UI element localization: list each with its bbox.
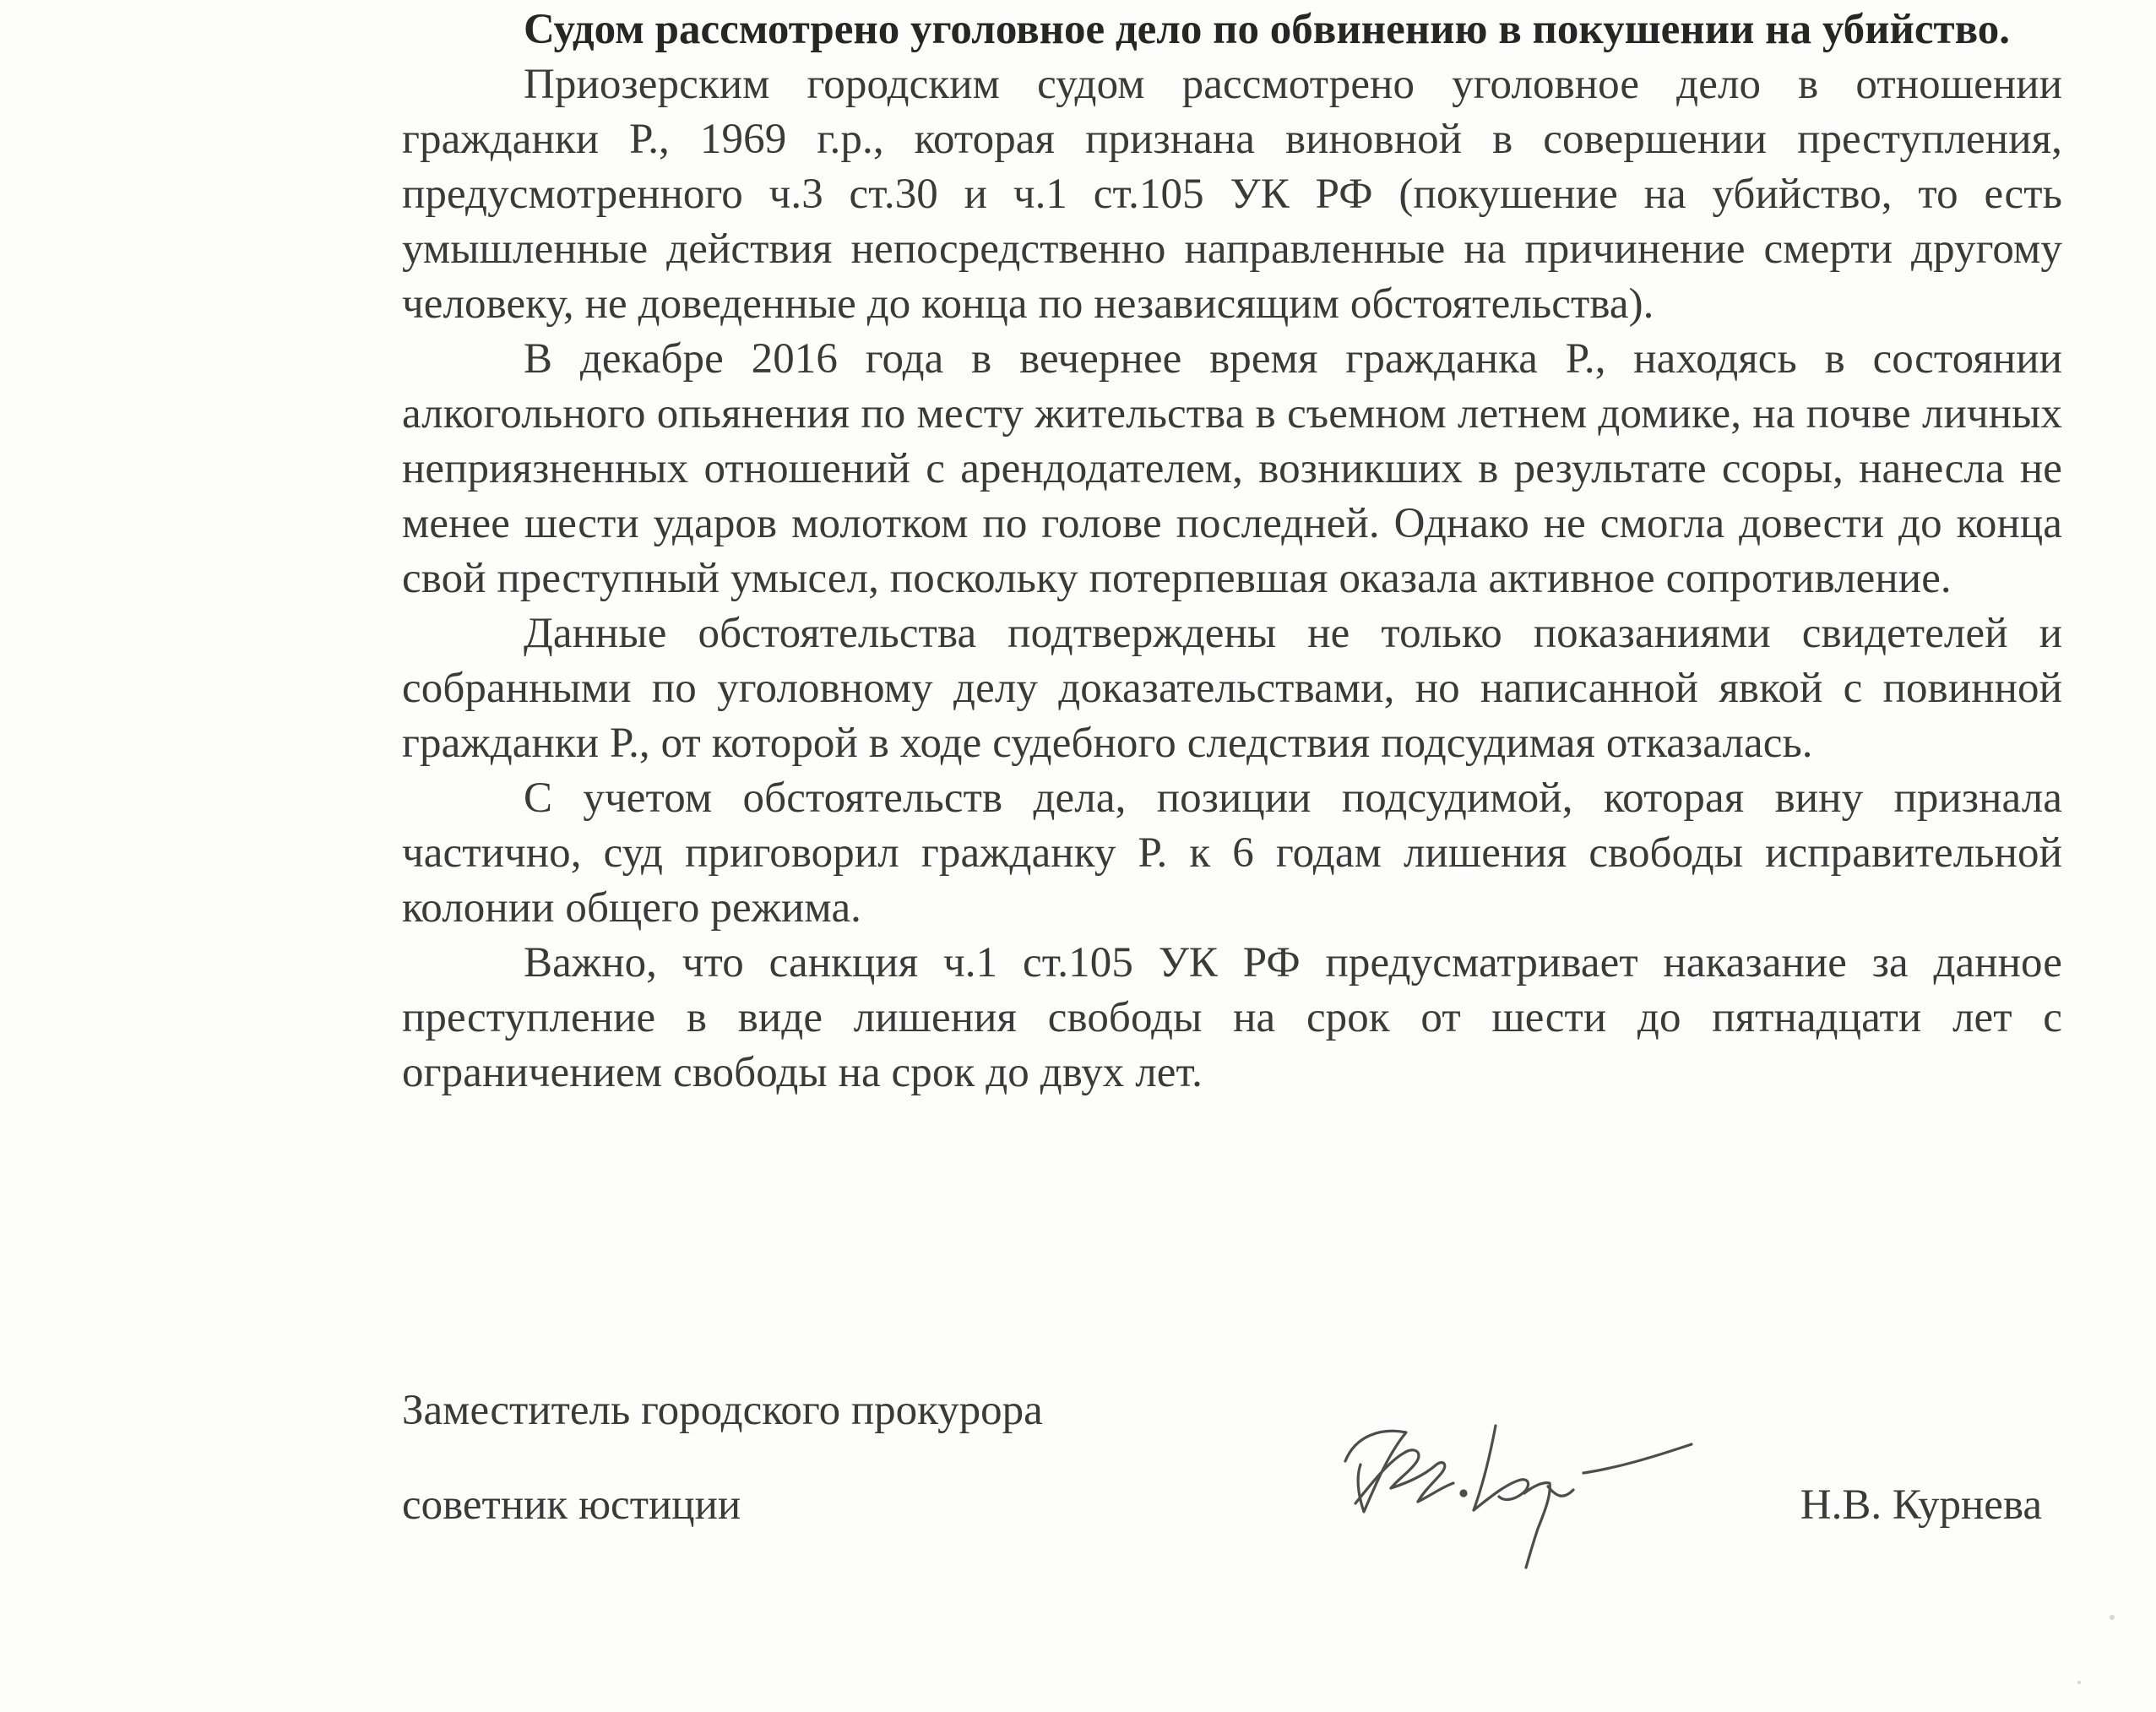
signatory-rank: советник юстиции <box>402 1481 741 1529</box>
scan-speck <box>2077 1681 2081 1684</box>
signature-block <box>402 1385 2062 1554</box>
paragraph-sentence: С учетом обстоятельств дела, позиции подсудимой, которая вину признала частично, суд приговорил гражданку Р. к 6 годам лишения свободы исправительной колонии общего режима. <box>402 774 2062 932</box>
scan-speck <box>2110 1615 2115 1620</box>
document-body <box>402 2 2062 1101</box>
paragraph-circumstances: В декабре 2016 года в вечернее время гражданка Р., находясь в состоянии алкогольного опьянения по месту жительства в съемном летнем домике, на почве личных неприязненных отношений с арендодателем, возникших в результате ссоры, нанесла не менее шести ударов молотком по голове последней. Однако не смогла довести до конца свой преступный умысел, поскольку потерпевшая оказала активное сопротивление. <box>402 335 2062 602</box>
signatory-position: Заместитель городского прокурора <box>402 1387 1043 1434</box>
handwritten-signature <box>1330 1402 1719 1579</box>
signatory-name: Н.В. Курнева <box>1800 1481 2042 1529</box>
paragraph-evidence: Данные обстоятельства подтверждены не только показаниями свидетелей и собранными по уголовному делу доказательствами, но написанной явкой с повинной гражданки Р., от которой в ходе судебного следствия подсудимая отказалась. <box>402 610 2062 767</box>
paragraph-sanction: Важно, что санкция ч.1 ст.105 УК РФ предусматривает наказание за данное преступление в виде лишения свободы на срок от шести до пятнадцати лет с ограничением свободы на срок до двух лет. <box>402 939 2062 1096</box>
document-heading: Судом рассмотрено уголовное дело по обвинению в покушении на убийство. <box>524 6 2011 53</box>
paragraph-verdict: Приозерским городским судом рассмотрено уголовное дело в отношении гражданки Р., 1969 г.р., которая признана виновной в совершении преступления, предусмотренного ч.3 ст.30 и ч.1 ст.105 УК РФ (покушение на убийство, то есть умышленные действия непосредственно направленные на причинение смерти другому человеку, не доведенные до конца по независящим обстоятельства). <box>402 61 2062 328</box>
